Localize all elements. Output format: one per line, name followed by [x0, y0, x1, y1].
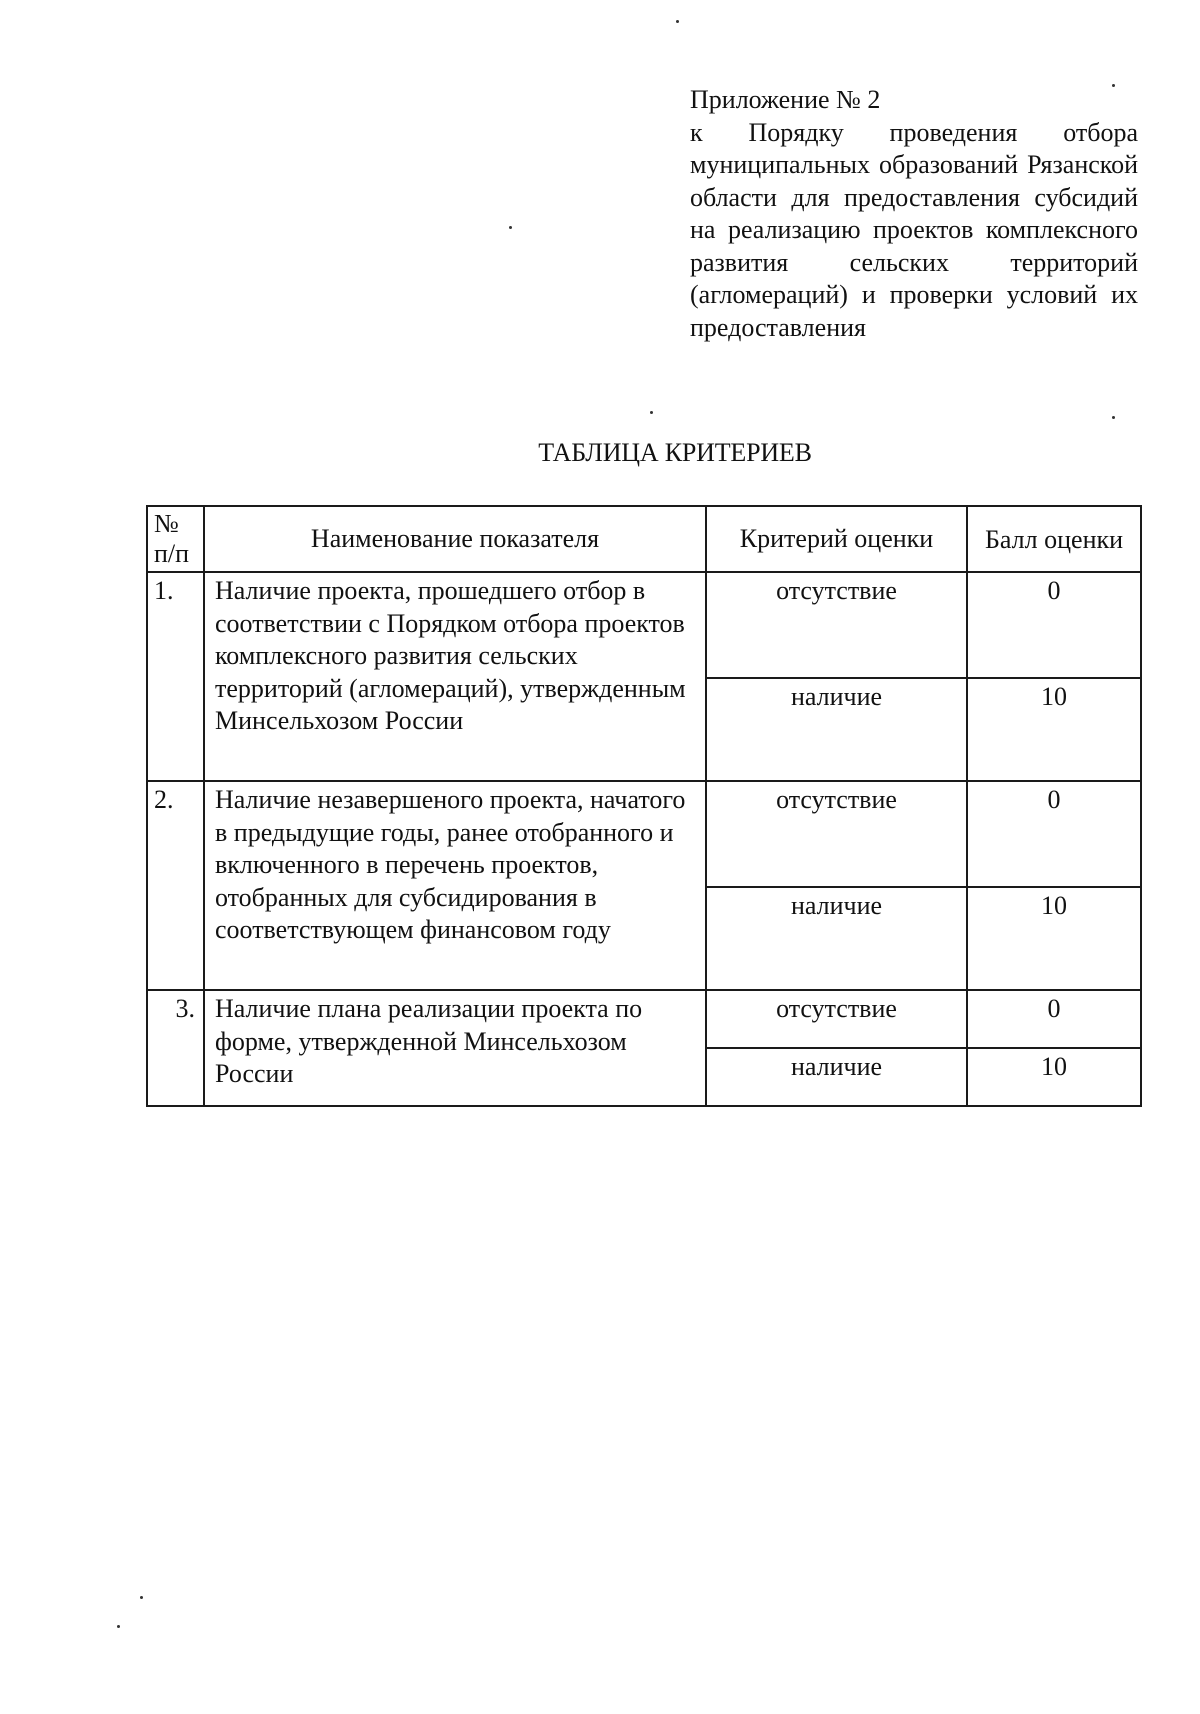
scan-speck — [509, 226, 512, 229]
row-indicator-name: Наличие плана реализации проекта по форме, утвержденной Минсельхозом России — [204, 990, 706, 1106]
scan-speck — [117, 1625, 120, 1628]
row-score: 0 — [967, 572, 1141, 678]
scan-speck — [676, 20, 679, 23]
row-criterion: наличие — [706, 887, 967, 990]
row-num: 3. — [147, 990, 204, 1106]
table-row — [147, 990, 1141, 1048]
header-num: № п/п — [147, 506, 204, 572]
row-criterion: отсутствие — [706, 572, 967, 678]
row-score: 10 — [967, 678, 1141, 781]
row-num: 2. — [147, 781, 204, 990]
row-num: 1. — [147, 572, 204, 781]
row-score: 0 — [967, 990, 1141, 1048]
criteria-table — [146, 505, 1142, 1107]
row-score: 10 — [967, 887, 1141, 990]
scan-speck — [1112, 416, 1115, 419]
table-row — [147, 572, 1141, 678]
table-title: ТАБЛИЦА КРИТЕРИЕВ — [538, 438, 812, 467]
row-criterion: отсутствие — [706, 990, 967, 1048]
row-indicator-name: Наличие проекта, прошедшего отбор в соответствии с Порядком отбора проектов комплексного развития сельских территорий (агломераций), утвержденным Минсельхозом России — [204, 572, 706, 781]
header-score: Балл оценки — [967, 506, 1141, 572]
scan-speck — [650, 411, 653, 414]
header-name: Наименование показателя — [204, 506, 706, 572]
row-indicator-name: Наличие незавершеного проекта, начатого в предыдущие годы, ранее отобранного и включенного в перечень проектов, отобранных для субсидирования в соответствующем финансовом году — [204, 781, 706, 990]
row-score: 10 — [967, 1048, 1141, 1106]
row-criterion: наличие — [706, 678, 967, 781]
row-criterion: наличие — [706, 1048, 967, 1106]
table-header-row — [147, 506, 1141, 572]
appendix-title: Приложение № 2 — [690, 85, 881, 114]
table-row — [147, 781, 1141, 887]
header-criterion: Критерий оценки — [706, 506, 967, 572]
scan-speck — [140, 1596, 143, 1599]
appendix-text: к Порядку проведения отбора муниципальных образований Рязанской области для предоставления субсидий на реализацию проектов комплексного развития сельских территорий (агломераций) и проверки условий их предоставления — [690, 117, 1138, 342]
appendix-header — [690, 84, 1138, 344]
row-criterion: отсутствие — [706, 781, 967, 887]
row-score: 0 — [967, 781, 1141, 887]
